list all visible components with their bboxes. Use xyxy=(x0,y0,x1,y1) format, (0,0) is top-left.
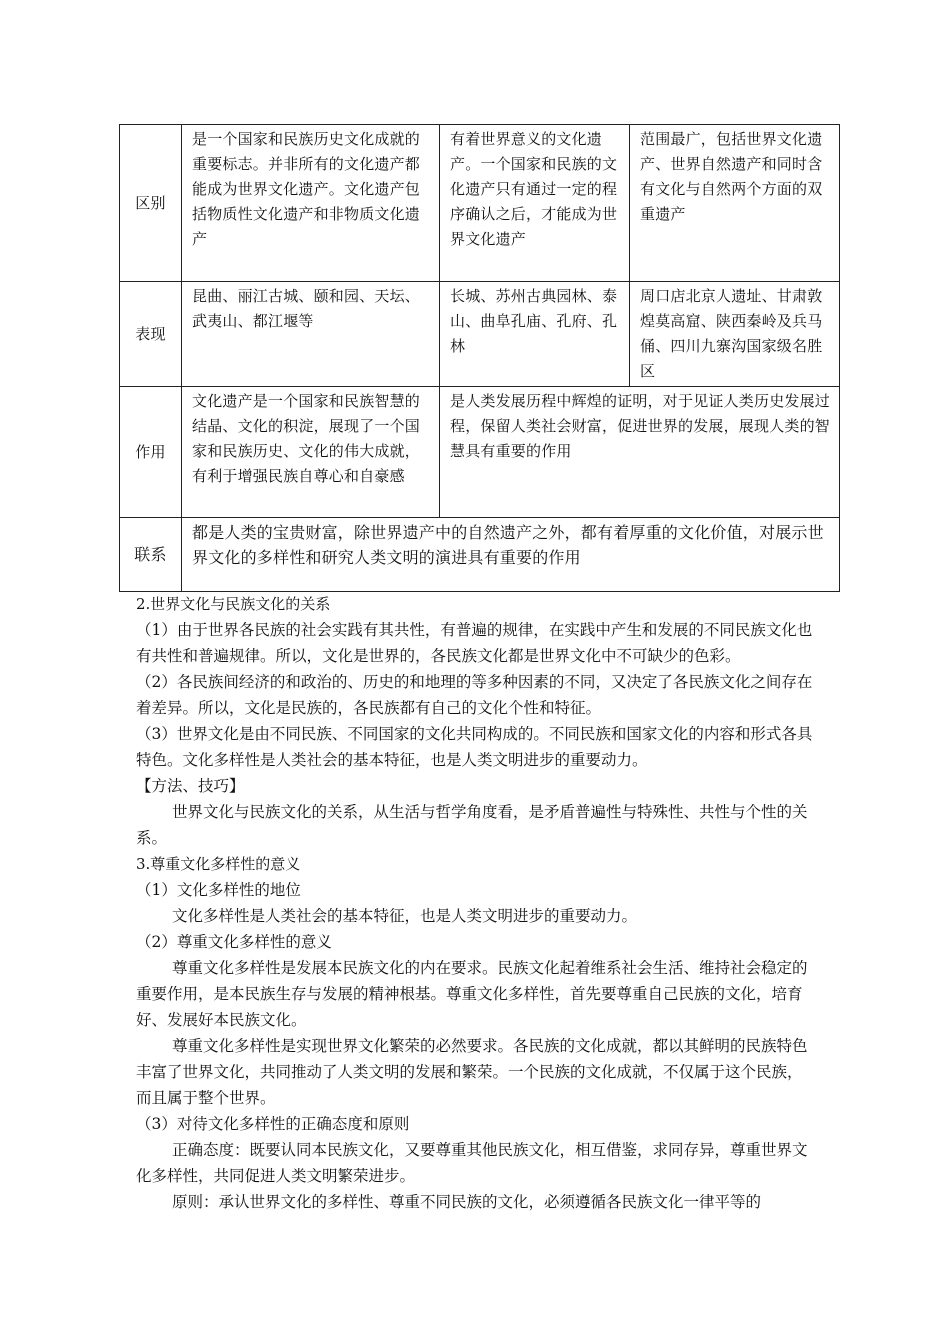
section-2-paragraph-3: （3）世界文化是由不同民族、不同国家的文化共同构成的。不同民族和国家文化的内容和形式各具特色。文化多样性是人类社会的基本特征，也是人类文明进步的重要动力。 xyxy=(136,725,813,769)
section-3-3-paragraph-1: 正确态度：既要认同本民族文化，又要尊重其他民族文化，相互借鉴，求同存异，尊重世界文化多样性，共同促进人类文明繁荣进步。 xyxy=(136,1141,808,1185)
cell-world-heritage-examples: 周口店北京人遗址、甘肃敦煌莫高窟、陕西秦岭及兵马俑、四川九寨沟国家级名胜区 xyxy=(630,282,840,387)
cell-world-cultural-heritage-difference: 有着世界意义的文化遗产。一个国家和民族的文化遗产只有通过一定的程序确认之后，才能成为世界文化遗产 xyxy=(440,125,630,282)
method-title: 【方法、技巧】 xyxy=(136,777,245,795)
cell-connection: 都是人类的宝贵财富，除世界遗产中的自然遗产之外，都有着厚重的文化价值，对展示世界文化的多样性和研究人类文明的演进具有重要的作用 xyxy=(182,518,840,592)
section-3-2-paragraph-2: 尊重文化多样性是实现世界文化繁荣的必然要求。各民族的文化成就，都以其鲜明的民族特色丰富了世界文化，共同推动了人类文明的发展和繁荣。一个民族的文化成就，不仅属于这个民族，而且属于整个世界。 xyxy=(136,1037,808,1107)
section-3-2-paragraph-1: 尊重文化多样性是发展本民族文化的内在要求。民族文化起着维系社会生活、维持社会稳定的重要作用，是本民族生存与发展的精神根基。尊重文化多样性，首先要尊重自己民族的文化，培育好、发展好本民族文化。 xyxy=(136,959,808,1029)
section-3-1-text: 文化多样性是人类社会的基本特征，也是人类文明进步的重要动力。 xyxy=(172,907,638,925)
row-label-difference: 区别 xyxy=(120,125,182,282)
row-label-function: 作用 xyxy=(120,387,182,518)
heritage-comparison-table xyxy=(119,124,840,592)
method-text: 世界文化与民族文化的关系，从生活与哲学角度看，是矛盾普遍性与特殊性、共性与个性的关系。 xyxy=(136,803,808,847)
row-label-examples: 表现 xyxy=(120,282,182,387)
section-3-1-title: （1）文化多样性的地位 xyxy=(136,881,301,899)
table-row-connection xyxy=(120,518,840,592)
cell-cultural-heritage-difference: 是一个国家和民族历史文化成就的重要标志。并非所有的文化遗产都能成为世界文化遗产。文化遗产包括物质性文化遗产和非物质文化遗产 xyxy=(182,125,440,282)
cell-cultural-heritage-examples: 昆曲、丽江古城、颐和园、天坛、武夷山、都江堰等 xyxy=(182,282,440,387)
section-2-paragraph-2: （2）各民族间经济的和政治的、历史的和地理的等多种因素的不同，又决定了各民族文化之间存在着差异。所以，文化是民族的，各民族都有自己的文化个性和特征。 xyxy=(136,673,813,717)
section-3-title: 3.尊重文化多样性的意义 xyxy=(136,855,301,873)
table-row-difference xyxy=(120,125,840,282)
section-3-2-title: （2）尊重文化多样性的意义 xyxy=(136,933,332,951)
section-2-paragraph-1: （1）由于世界各民族的社会实践有其共性，有普遍的规律，在实践中产生和发展的不同民族文化也有共性和普遍规律。所以，文化是世界的，各民族文化都是世界文化中不可缺少的色彩。 xyxy=(136,621,813,665)
table-row-examples xyxy=(120,282,840,387)
cell-world-heritage-difference: 范围最广，包括世界文化遗产、世界自然遗产和同时含有文化与自然两个方面的双重遗产 xyxy=(630,125,840,282)
section-3-3-title: （3）对待文化多样性的正确态度和原则 xyxy=(136,1115,410,1133)
section-2-title: 2.世界文化与民族文化的关系 xyxy=(136,595,331,613)
cell-world-heritage-function: 是人类发展历程中辉煌的证明，对于见证人类历史发展过程，保留人类社会财富，促进世界的发展，展现人类的智慧具有重要的作用 xyxy=(440,387,840,518)
document-body xyxy=(136,591,816,1215)
row-label-connection: 联系 xyxy=(120,518,182,592)
cell-world-cultural-heritage-examples: 长城、苏州古典园林、泰山、曲阜孔庙、孔府、孔林 xyxy=(440,282,630,387)
cell-cultural-heritage-function: 文化遗产是一个国家和民族智慧的结晶、文化的积淀，展现了一个国家和民族历史、文化的伟大成就，有利于增强民族自尊心和自豪感 xyxy=(182,387,440,518)
table-row-function xyxy=(120,387,840,518)
section-3-3-paragraph-2: 原则：承认世界文化的多样性、尊重不同民族的文化，必须遵循各民族文化一律平等的 xyxy=(172,1193,762,1211)
